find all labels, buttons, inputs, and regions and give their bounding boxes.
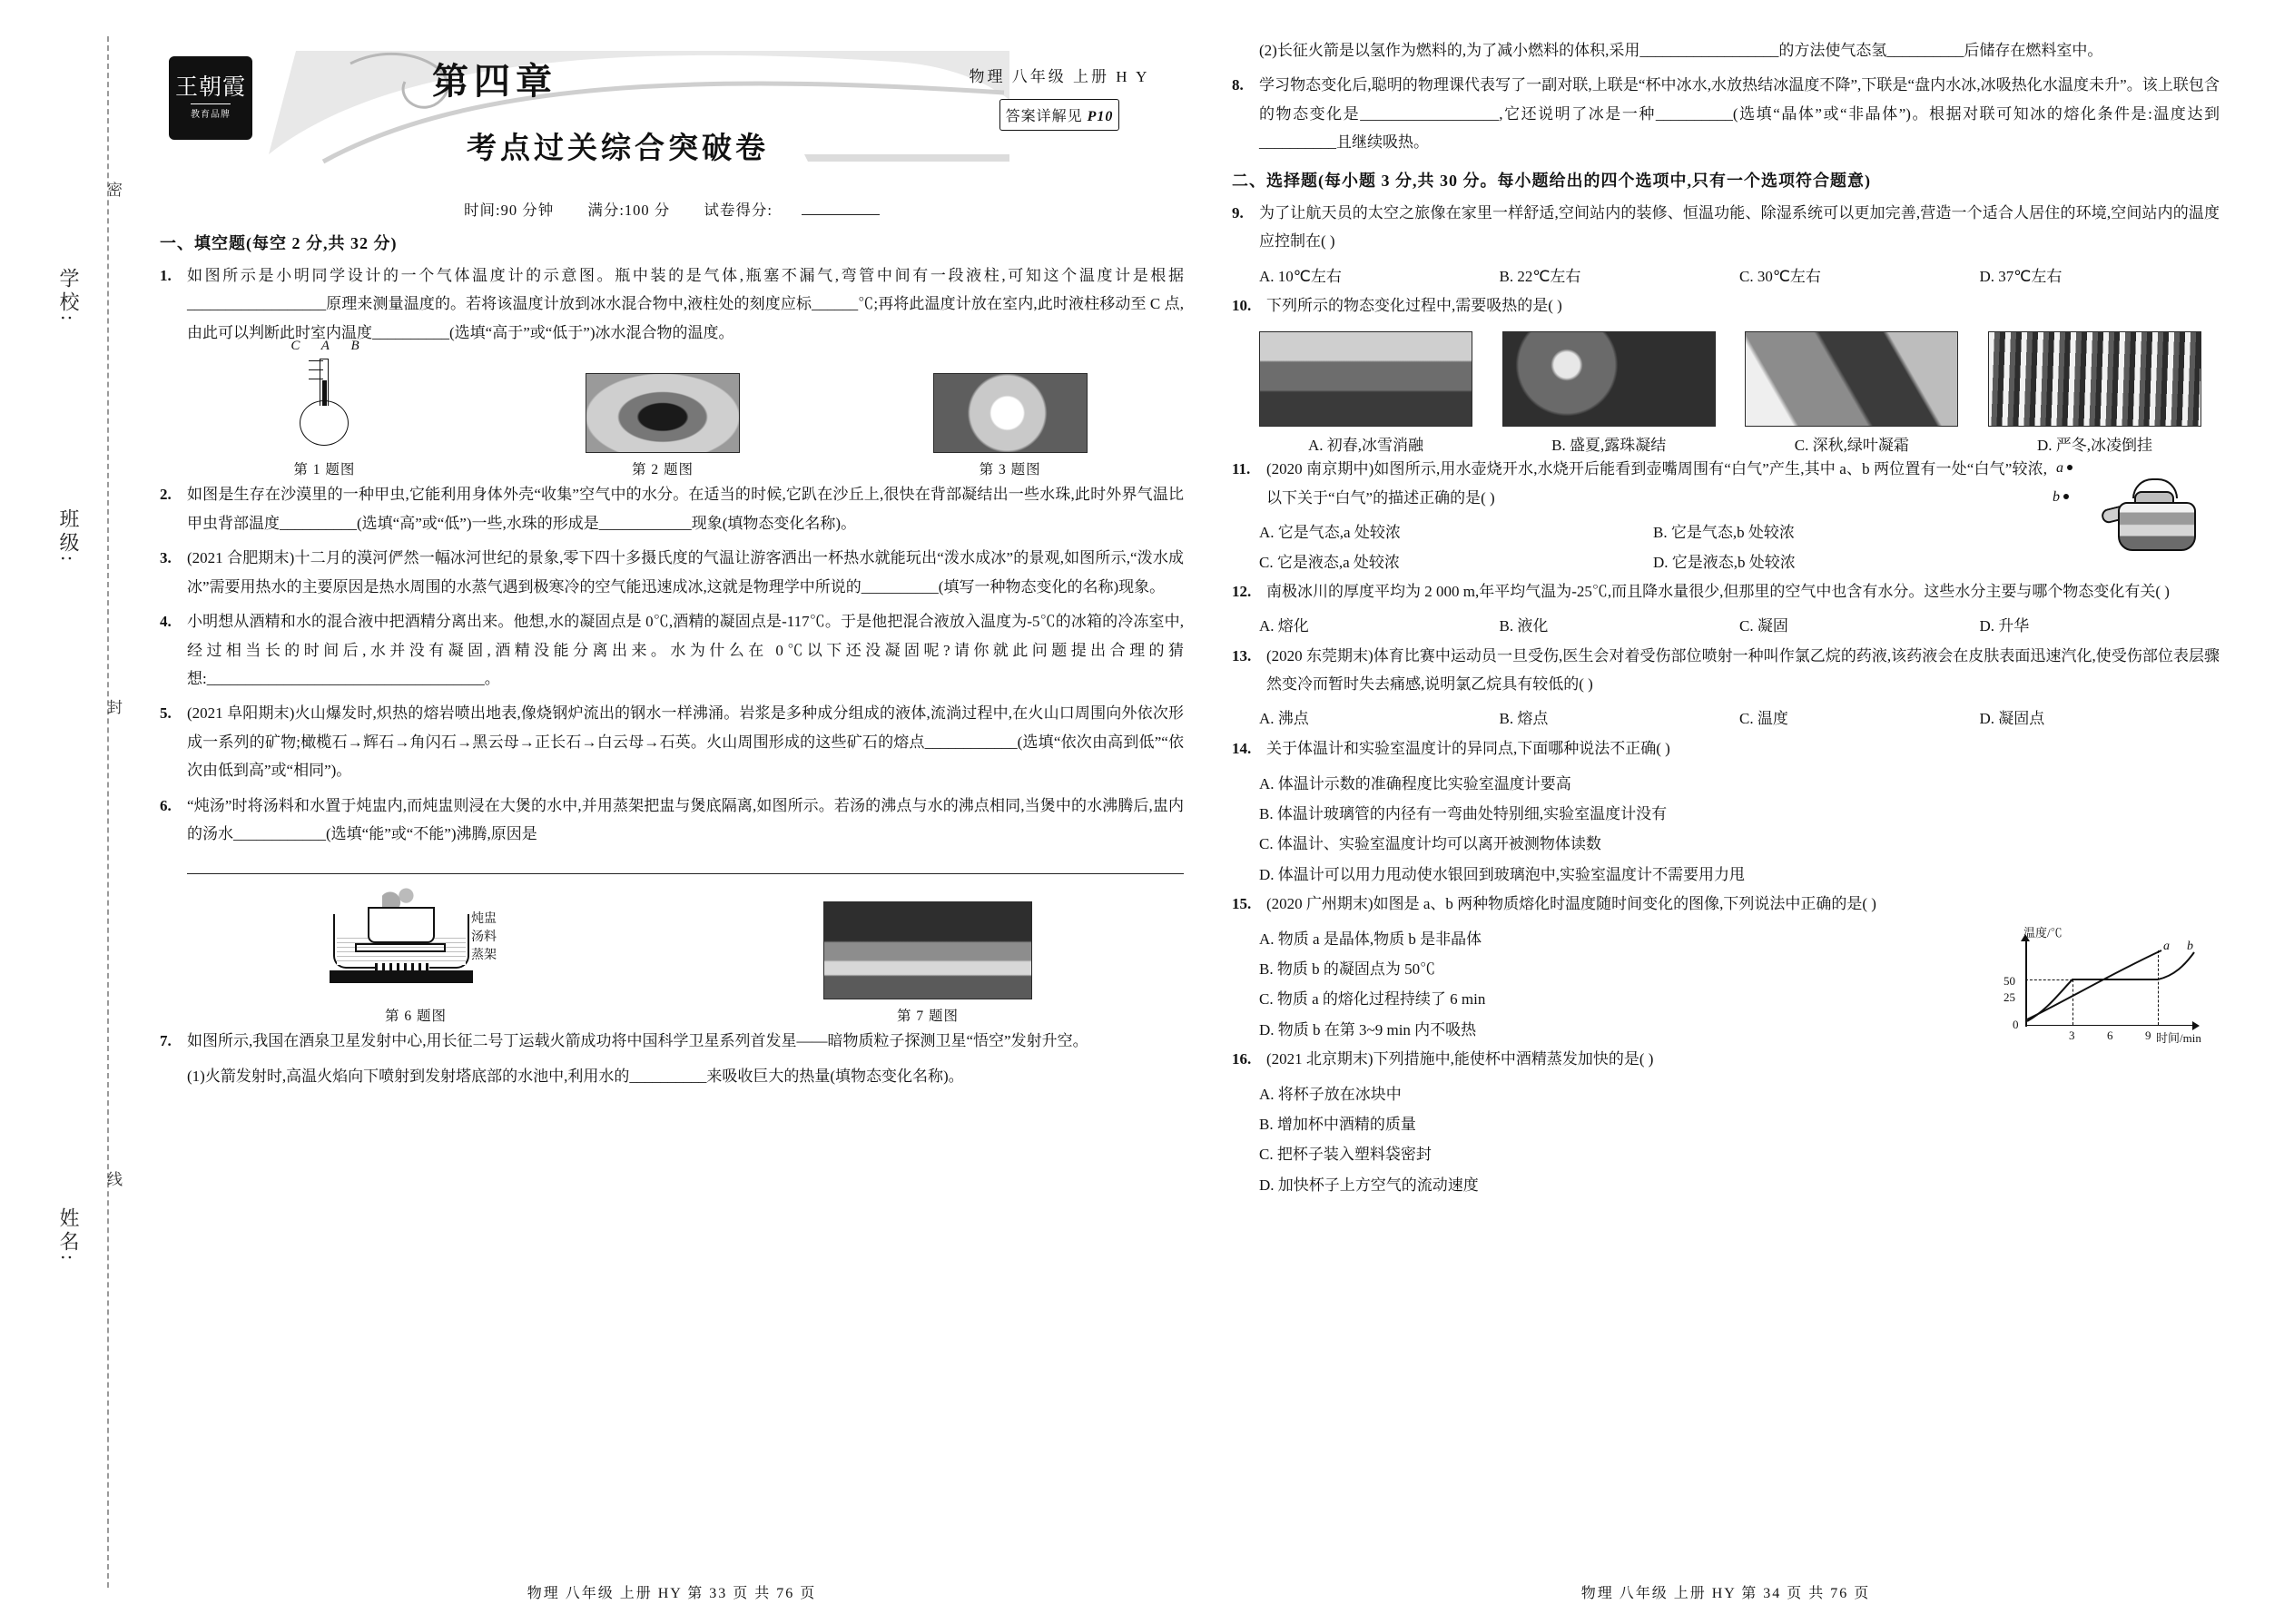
- q14-option-b[interactable]: B. 体温计玻璃管的内径有一弯曲处特别细,实验室温度计没有: [1259, 805, 1668, 823]
- total-score-blank[interactable]: [802, 214, 880, 215]
- q12-option-b[interactable]: B. 液化: [1499, 617, 1549, 635]
- gas-thermometer-diagram: [256, 339, 392, 453]
- question-8-text: 学习物态变化后,聪明的物理课代表写了一副对联,上联是“杯中冰水,水放热结冰温度不降”,下联是“盘内水冰,冰吸热化水温度未升”。该上联包含的物态变化是__________________,它还说明了冰是一种__________(选填“晶体”或“非晶体”)。根据对联可知冰的熔化条件是:温度达到__________且继续吸热。: [1259, 76, 2220, 152]
- figure-2-caption: 第 2 题图: [631, 462, 694, 478]
- q12-option-c[interactable]: C. 凝固: [1739, 617, 1788, 635]
- binding-dashed-line: [107, 36, 109, 1588]
- question-2-text: 如图是生存在沙漠里的一种甲虫,它能利用身体外壳“收集”空气中的水分。在适当的时候,它趴在沙丘上,很快在背部凝结出一些水珠,此时外界气温比甲虫背部温度__________(选填“高”或“低”)一些,水珠的形成是____________现象(填物态变化名称)。: [187, 486, 1184, 532]
- question-12: [1232, 577, 2220, 605]
- question-7-sub1-text: (1)火箭发射时,高温火焰向下喷射到发射塔底部的水池中,利用水的__________来吸收巨大的热量(填物态变化名称)。: [187, 1067, 964, 1085]
- question-7-sub2-spacer: [1232, 36, 1259, 64]
- question-7-sub1: [160, 1062, 1184, 1090]
- question-15-text: (2020 广州期末)如图是 a、b 两种物质熔化时温度随时间变化的图像,下列说法中正确的是( ): [1266, 894, 1876, 912]
- question-4: [160, 607, 1184, 693]
- field-class: 班级:: [57, 508, 80, 566]
- exam-info-line: [160, 198, 1184, 220]
- question-10-images: [1232, 326, 2220, 455]
- q15-option-c[interactable]: C. 物质 a 的熔化过程持续了 6 min: [1259, 990, 1486, 1009]
- question-15: [1232, 890, 2220, 918]
- question-16-options: [1232, 1079, 2220, 1200]
- q9-option-d[interactable]: D. 37℃左右: [1979, 267, 2063, 285]
- question-7-text: 如图所示,我国在酒泉卫星发射中心,用长征二号丁运载火箭成功将中国科学卫星系列首发星——暗物质粒子探测卫星“悟空”发射升空。: [187, 1032, 1088, 1050]
- figure-3: [933, 373, 1088, 478]
- question-10: [1232, 291, 2220, 320]
- title-block: [432, 53, 940, 167]
- figure-1: [256, 339, 392, 478]
- figure-7-caption: 第 7 题图: [896, 1009, 959, 1025]
- logo-main-text: 王朝霞: [174, 74, 246, 100]
- question-5-text: (2021 阜阳期末)火山爆发时,炽热的熔岩喷出地表,像烧钢炉流出的钢水一样沸涌。岩浆是多种成分组成的液体,流淌过程中,在火山口周围向外依次形成一系列的矿物;橄榄石→辉石→角闪石→黑云母→正长石→白云母→石英。火山周围形成的这些矿石的熔点____________(选填“依次由高到低”“依次由低到高”或“相同”)。: [187, 704, 1184, 780]
- answer-reference-page: P10: [1087, 109, 1114, 124]
- question-7-sub2: [1232, 36, 2220, 64]
- question-11-number: 11.: [1232, 460, 1251, 478]
- thermometer-bulb: [300, 400, 349, 446]
- question-4-number: 4.: [160, 613, 172, 631]
- paper-title: 考点过关综合突破卷: [467, 133, 769, 165]
- q14-option-c[interactable]: C. 体温计、实验室温度计均可以离开被测物体读数: [1259, 835, 1601, 853]
- figure-6: [311, 883, 520, 1025]
- question-14-options: [1232, 769, 2220, 890]
- section-2-heading: 二、选择题(每小题 3 分,共 30 分。每小题给出的四个选项中,只有一个选项符合题意): [1232, 171, 1871, 190]
- dew-drops-photo: [1502, 331, 1716, 427]
- seal-mark-1: 密: [104, 182, 122, 201]
- question-7: [160, 1027, 1184, 1055]
- q10-choice-d[interactable]: [1988, 331, 2201, 455]
- q16-option-a[interactable]: A. 将杯子放在冰块中: [1259, 1086, 1402, 1104]
- footer-left: 物理 八年级 上册 HY 第 33 页 共 76 页: [527, 1586, 817, 1601]
- q13-option-a[interactable]: A. 沸点: [1259, 710, 1309, 728]
- question-12-text: 南极冰川的厚度平均为 2 000 m,年平均气温为-25℃,而且降水量很少,但那里的空气中也含有水分。这些水分主要与哪个物态变化有关( ): [1266, 582, 2170, 600]
- seal-mark-3: 线: [104, 1171, 122, 1190]
- q11-option-b[interactable]: B. 它是气态,b 处较浓: [1653, 524, 1795, 542]
- thermometer-point-labels: C A B: [290, 339, 369, 354]
- label-rack: 蒸架: [471, 949, 497, 963]
- chart-series-b-label: b: [2187, 939, 2193, 953]
- q10-option-b: B. 盛夏,露珠凝结: [1551, 437, 1667, 455]
- melting-curve-chart: [1985, 925, 2210, 1048]
- question-14-number: 14.: [1232, 739, 1252, 757]
- question-6-text: “炖汤”时将汤料和水置于炖盅内,而炖盅则浸在大煲的水中,并用蒸架把盅与煲底隔离,如图所示。若汤的沸点与水的沸点相同,当煲中的水沸腾后,盅内的汤水____________(选填“能”或“不能”)沸腾,原因是: [187, 796, 1184, 843]
- question-14: [1232, 734, 2220, 763]
- page-right-column: [1208, 27, 2243, 1615]
- question-1-number: 1.: [160, 267, 172, 284]
- question-16-text: (2021 北京期末)下列措施中,能使杯中酒精蒸发加快的是( ): [1266, 1049, 1654, 1068]
- q11-option-d[interactable]: D. 它是液态,b 处较浓: [1653, 553, 1796, 571]
- question-4-text: 小明想从酒精和水的混合液中把酒精分离出来。他想,水的凝固点是 0℃,酒精的凝固点是-117℃。于是他把混合液放入温度为-5℃的冰箱的冷冻室中,经过相当长的时间后,水并没有凝固,酒精没能分离出来。水为什么在 0℃以下还没凝固呢?请你就此问题提出合理的猜想:____________________________________。: [187, 613, 1184, 687]
- chart-series-a-label: a: [2163, 939, 2170, 953]
- water-to-ice-photo: [933, 373, 1088, 453]
- question-13-text: (2020 东莞期末)体育比赛中运动员一旦受伤,医生会对着受伤部位喷射一种叫作氯乙烷的药液,该药液会在皮肤表面迅速汽化,使受伤部位表层骤然变冷而暂时失去痛感,说明氯乙烷具有较低的( ): [1266, 646, 2220, 693]
- desert-beetle-photo: [586, 373, 740, 453]
- kettle-mark-a-label: a: [2056, 460, 2063, 477]
- question-6-number: 6.: [160, 796, 172, 814]
- question-1-text: 如图所示是小明同学设计的一个气体温度计的示意图。瓶中装的是气体,瓶塞不漏气,弯管中间有一段液柱,可知这个温度计是根据__________________原理来测量温度的。若将该温度计放到冰水混合物中,液柱处的刻度应标______℃;再将此温度计放在室内,此时液柱移动至 C 点,由此可以判断此时室内温度__________(选填“高于”或“低于”)冰水混合物的温度。: [187, 267, 1184, 341]
- section-1-heading: 一、填空题(每空 2 分,共 32 分): [160, 234, 398, 252]
- question-2: [160, 480, 1184, 537]
- figure-2: [586, 373, 740, 478]
- q14-option-d[interactable]: D. 体温计可以用力甩动使水银回到玻璃泡中,实验室温度计不需要用力甩: [1259, 865, 1746, 883]
- subject-line: 物理 八年级 上册 H Y: [969, 68, 1150, 85]
- question-12-number: 12.: [1232, 582, 1252, 600]
- q15-option-d[interactable]: D. 物质 b 在第 3~9 min 内不吸热: [1259, 1020, 1477, 1038]
- q9-option-b[interactable]: B. 22℃左右: [1499, 267, 1581, 285]
- figure-1-caption: 第 1 题图: [293, 462, 356, 478]
- question-6-answer-line[interactable]: [187, 855, 1184, 875]
- kettle-mark-a-dot: [2067, 465, 2072, 470]
- header-meta: [946, 64, 1173, 131]
- question-5: [160, 699, 1184, 784]
- kettle-mark-b-label: b: [2053, 489, 2060, 506]
- q11-option-c[interactable]: C. 它是液态,a 处较浓: [1259, 553, 1400, 571]
- chart-curves: [2025, 940, 2198, 1027]
- question-1: [160, 261, 1184, 347]
- publisher-logo: [169, 56, 252, 140]
- logo-sub-text: 教育品牌: [191, 103, 231, 120]
- page-left-column: [136, 27, 1207, 1615]
- question-13-options: [1232, 704, 2220, 733]
- q10-option-a: A. 初春,冰雪消融: [1307, 437, 1424, 455]
- chart-xtick-3: 3: [2069, 1028, 2075, 1042]
- chart-xtick-9: 9: [2145, 1028, 2151, 1042]
- figure-kettle: [2051, 455, 2214, 562]
- q15-option-a[interactable]: A. 物质 a 是晶体,物质 b 是非晶体: [1259, 930, 1482, 949]
- exam-time: 时间:90 分钟: [463, 202, 555, 219]
- kettle-mark-b: [2053, 489, 2069, 506]
- question-11-block: [1232, 455, 2220, 576]
- question-3: [160, 544, 1184, 601]
- q14-option-a[interactable]: A. 体温计示数的准确程度比实验室温度计要高: [1259, 775, 1571, 793]
- q16-option-d[interactable]: D. 加快杯子上方空气的流动速度: [1259, 1176, 1479, 1194]
- figure-row-1: [160, 339, 1184, 478]
- question-8: [1232, 71, 2220, 156]
- question-9-text: 为了让航天员的太空之旅像在家里一样舒适,空间站内的装修、恒温功能、除湿系统可以更加完善,营造一个适合人居住的环境,空间站内的温度应控制在( ): [1259, 203, 2220, 251]
- seal-mark-2: 封: [104, 699, 122, 718]
- question-15-number: 15.: [1232, 894, 1252, 912]
- exam-header: [160, 36, 1184, 191]
- q10-option-c: C. 深秋,绿叶凝霜: [1794, 437, 1909, 455]
- stove: [330, 970, 473, 983]
- question-9-number: 9.: [1232, 203, 1244, 221]
- q15-option-b[interactable]: B. 物质 b 的凝固点为 50℃: [1259, 960, 1436, 979]
- kettle-mark-a: [2056, 460, 2165, 536]
- rocket-launch-photo: [823, 901, 1032, 999]
- chart-x-label: 时间/min: [2156, 1030, 2201, 1045]
- double-boiler-diagram: [311, 883, 520, 999]
- exam-total: 试卷得分:: [704, 202, 773, 219]
- question-5-number: 5.: [160, 704, 172, 723]
- figure-row-2: [160, 883, 1184, 1025]
- question-10-number: 10.: [1232, 296, 1252, 314]
- inner-stew-cup: [368, 907, 435, 943]
- question-13: [1232, 642, 2220, 699]
- question-10-text: 下列所示的物态变化过程中,需要吸热的是( ): [1266, 296, 1562, 314]
- question-16: [1232, 1045, 2220, 1073]
- question-2-number: 2.: [160, 486, 172, 504]
- q10-choice-b[interactable]: [1502, 331, 1716, 455]
- binding-margin: [0, 0, 136, 1624]
- q10-option-d: D. 严冬,冰凌倒挂: [2036, 437, 2152, 455]
- answer-reference-prefix: 答案详解见: [1005, 109, 1088, 124]
- q10-choice-c[interactable]: [1745, 331, 1958, 455]
- q12-option-d[interactable]: D. 升华: [1979, 617, 2030, 635]
- question-11-text: (2020 南京期中)如图所示,用水壶烧开水,水烧开后能看到壶嘴周围有“白气”产生,其中 a、b 两位置有一处“白气”较浓,以下关于“白气”的描述正确的是( ): [1266, 460, 2047, 507]
- exam-fullscore: 满分:100 分: [587, 202, 671, 219]
- question-7-sub1-spacer: [160, 1062, 187, 1090]
- question-9: [1232, 199, 2220, 256]
- chapter-title: 第四章: [432, 61, 557, 102]
- q16-option-b[interactable]: B. 增加杯中酒精的质量: [1259, 1116, 1416, 1134]
- steam-puff: [382, 887, 422, 909]
- question-16-number: 16.: [1232, 1049, 1252, 1068]
- question-15-block: [1232, 890, 2220, 1045]
- q13-option-b[interactable]: B. 熔点: [1499, 710, 1549, 728]
- chart-ytick-50: 50: [2004, 973, 2015, 988]
- chart-ytick-0: 0: [2013, 1017, 2019, 1031]
- chart-ytick-25: 25: [2004, 989, 2015, 1004]
- q13-option-d[interactable]: D. 凝固点: [1979, 710, 2045, 728]
- label-stew-cup: 炖盅: [471, 912, 497, 927]
- figure-7: [823, 901, 1032, 1025]
- q12-option-a[interactable]: A. 熔化: [1259, 617, 1309, 635]
- q9-option-a[interactable]: A. 10℃左右: [1259, 267, 1342, 285]
- steam-rack: [355, 943, 446, 952]
- question-13-number: 13.: [1232, 646, 1252, 664]
- frost-on-leaves-photo: [1745, 331, 1958, 427]
- figure-3-caption: 第 3 题图: [979, 462, 1041, 478]
- field-name: 姓名:: [57, 1207, 80, 1265]
- question-14-text: 关于体温计和实验室温度计的异同点,下面哪种说法不正确( ): [1266, 739, 1670, 757]
- field-school: 学校:: [57, 268, 80, 325]
- chart-xtick-6: 6: [2107, 1028, 2113, 1042]
- kettle-mark-b-dot: [2063, 494, 2069, 499]
- question-6: [160, 792, 1184, 849]
- label-soup: 汤料: [471, 930, 497, 945]
- question-7-sub2-text: (2)长征火箭是以氢作为燃料的,为了减小燃料的体积,采用__________________的方法使气态氢__________后储存在燃料室中。: [1259, 42, 2103, 59]
- chart-y-label: 温度/℃: [2023, 925, 2063, 940]
- q13-option-c[interactable]: C. 温度: [1739, 710, 1788, 728]
- q11-option-a[interactable]: A. 它是气态,a 处较浓: [1259, 524, 1401, 542]
- melting-snow-photo: [1259, 331, 1472, 427]
- q10-choice-a[interactable]: [1259, 331, 1472, 455]
- footer-right: 物理 八年级 上册 HY 第 34 页 共 76 页: [1580, 1586, 1871, 1601]
- icicles-photo: [1988, 331, 2201, 427]
- figure-6-caption: 第 6 题图: [384, 1009, 447, 1025]
- q16-option-c[interactable]: C. 把杯子装入塑料袋密封: [1259, 1146, 1432, 1164]
- question-12-options: [1232, 612, 2220, 641]
- q9-option-c[interactable]: C. 30℃左右: [1739, 267, 1821, 285]
- question-8-number: 8.: [1232, 76, 1244, 94]
- question-7-number: 7.: [160, 1032, 172, 1050]
- question-3-text: (2021 合肥期末)十二月的漠河俨然一幅冰河世纪的景象,零下四十多摄氏度的气温让游客洒出一杯热水就能玩出“泼水成冰”的景观,如图所示,“泼水成冰”需要用热水的主要原因是热水周围的水蒸气遇到极寒冷的空气能迅速成冰,这就是物理学中所说的__________(填写一种物态变化的名称)现象。: [187, 549, 1184, 595]
- question-9-options: [1232, 262, 2220, 291]
- answer-reference-box: [999, 99, 1120, 131]
- question-3-number: 3.: [160, 549, 172, 567]
